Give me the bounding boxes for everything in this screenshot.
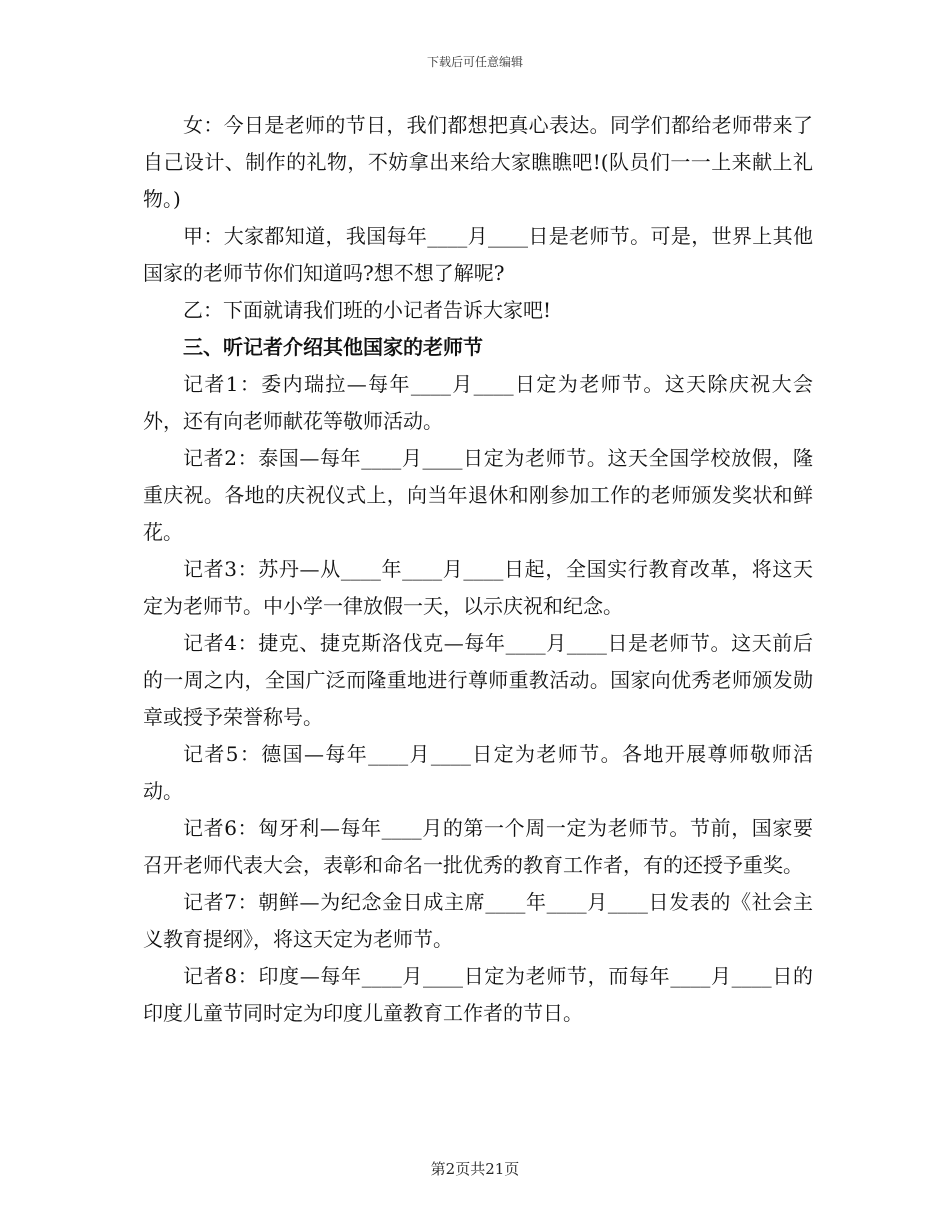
paragraph-reporter-8: 记者8：印度—每年____月____日定为老师节，而每年____月____日的印度儿童节同时定为印度儿童教育工作者的节日。 bbox=[143, 964, 813, 1025]
paragraph-host-b: 乙：下面就请我们班的小记者告诉大家吧! bbox=[183, 298, 552, 322]
header-note: 下载后可任意编辑 bbox=[426, 55, 523, 69]
paragraph-host-a: 甲：大家都知道，我国每年____月____日是老师节。可是，世界上其他国家的老师节你们知道吗?想不想了解呢? bbox=[143, 224, 813, 285]
paragraph-reporter-1: 记者1：委内瑞拉—每年____月____日定为老师节。这天除庆祝大会外，还有向老师献花等敬师活动。 bbox=[143, 372, 813, 433]
paragraph-reporter-7: 记者7：朝鲜—为纪念金日成主席____年____月____日发表的《社会主义教育提纲》，将这天定为老师节。 bbox=[143, 890, 813, 951]
paragraph-reporter-2: 记者2：泰国—每年____月____日定为老师节。这天全国学校放假，隆重庆祝。各地的庆祝仪式上，向当年退休和刚参加工作的老师颁发奖状和鲜花。 bbox=[143, 446, 813, 544]
paragraph-female-host: 女：今日是老师的节日，我们都想把真心表达。同学们都给老师带来了自己设计、制作的礼物，不妨拿出来给大家瞧瞧吧!(队员们一一上来献上礼物。) bbox=[143, 113, 813, 211]
paragraph-reporter-4: 记者4：捷克、捷克斯洛伐克—每年____月____日是老师节。这天前后的一周之内，全国广泛而隆重地进行尊师重教活动。国家向优秀老师颁发勋章或授予荣誉称号。 bbox=[143, 631, 813, 729]
document-body bbox=[143, 107, 813, 1032]
paragraph-reporter-3: 记者3：苏丹—从____年____月____日起，全国实行教育改革，将这天定为老师节。中小学一律放假一天，以示庆祝和纪念。 bbox=[143, 557, 813, 618]
paragraph-reporter-6: 记者6：匈牙利—每年____月的第一个周一定为老师节。节前，国家要召开老师代表大会，表彰和命名一批优秀的教育工作者，有的还授予重奖。 bbox=[143, 816, 813, 877]
section-heading: 三、听记者介绍其他国家的老师节 bbox=[183, 335, 483, 359]
page-number: 第2页共21页 bbox=[430, 1160, 520, 1178]
paragraph-reporter-5: 记者5：德国—每年____月____日定为老师节。各地开展尊师敬师活动。 bbox=[143, 742, 813, 803]
